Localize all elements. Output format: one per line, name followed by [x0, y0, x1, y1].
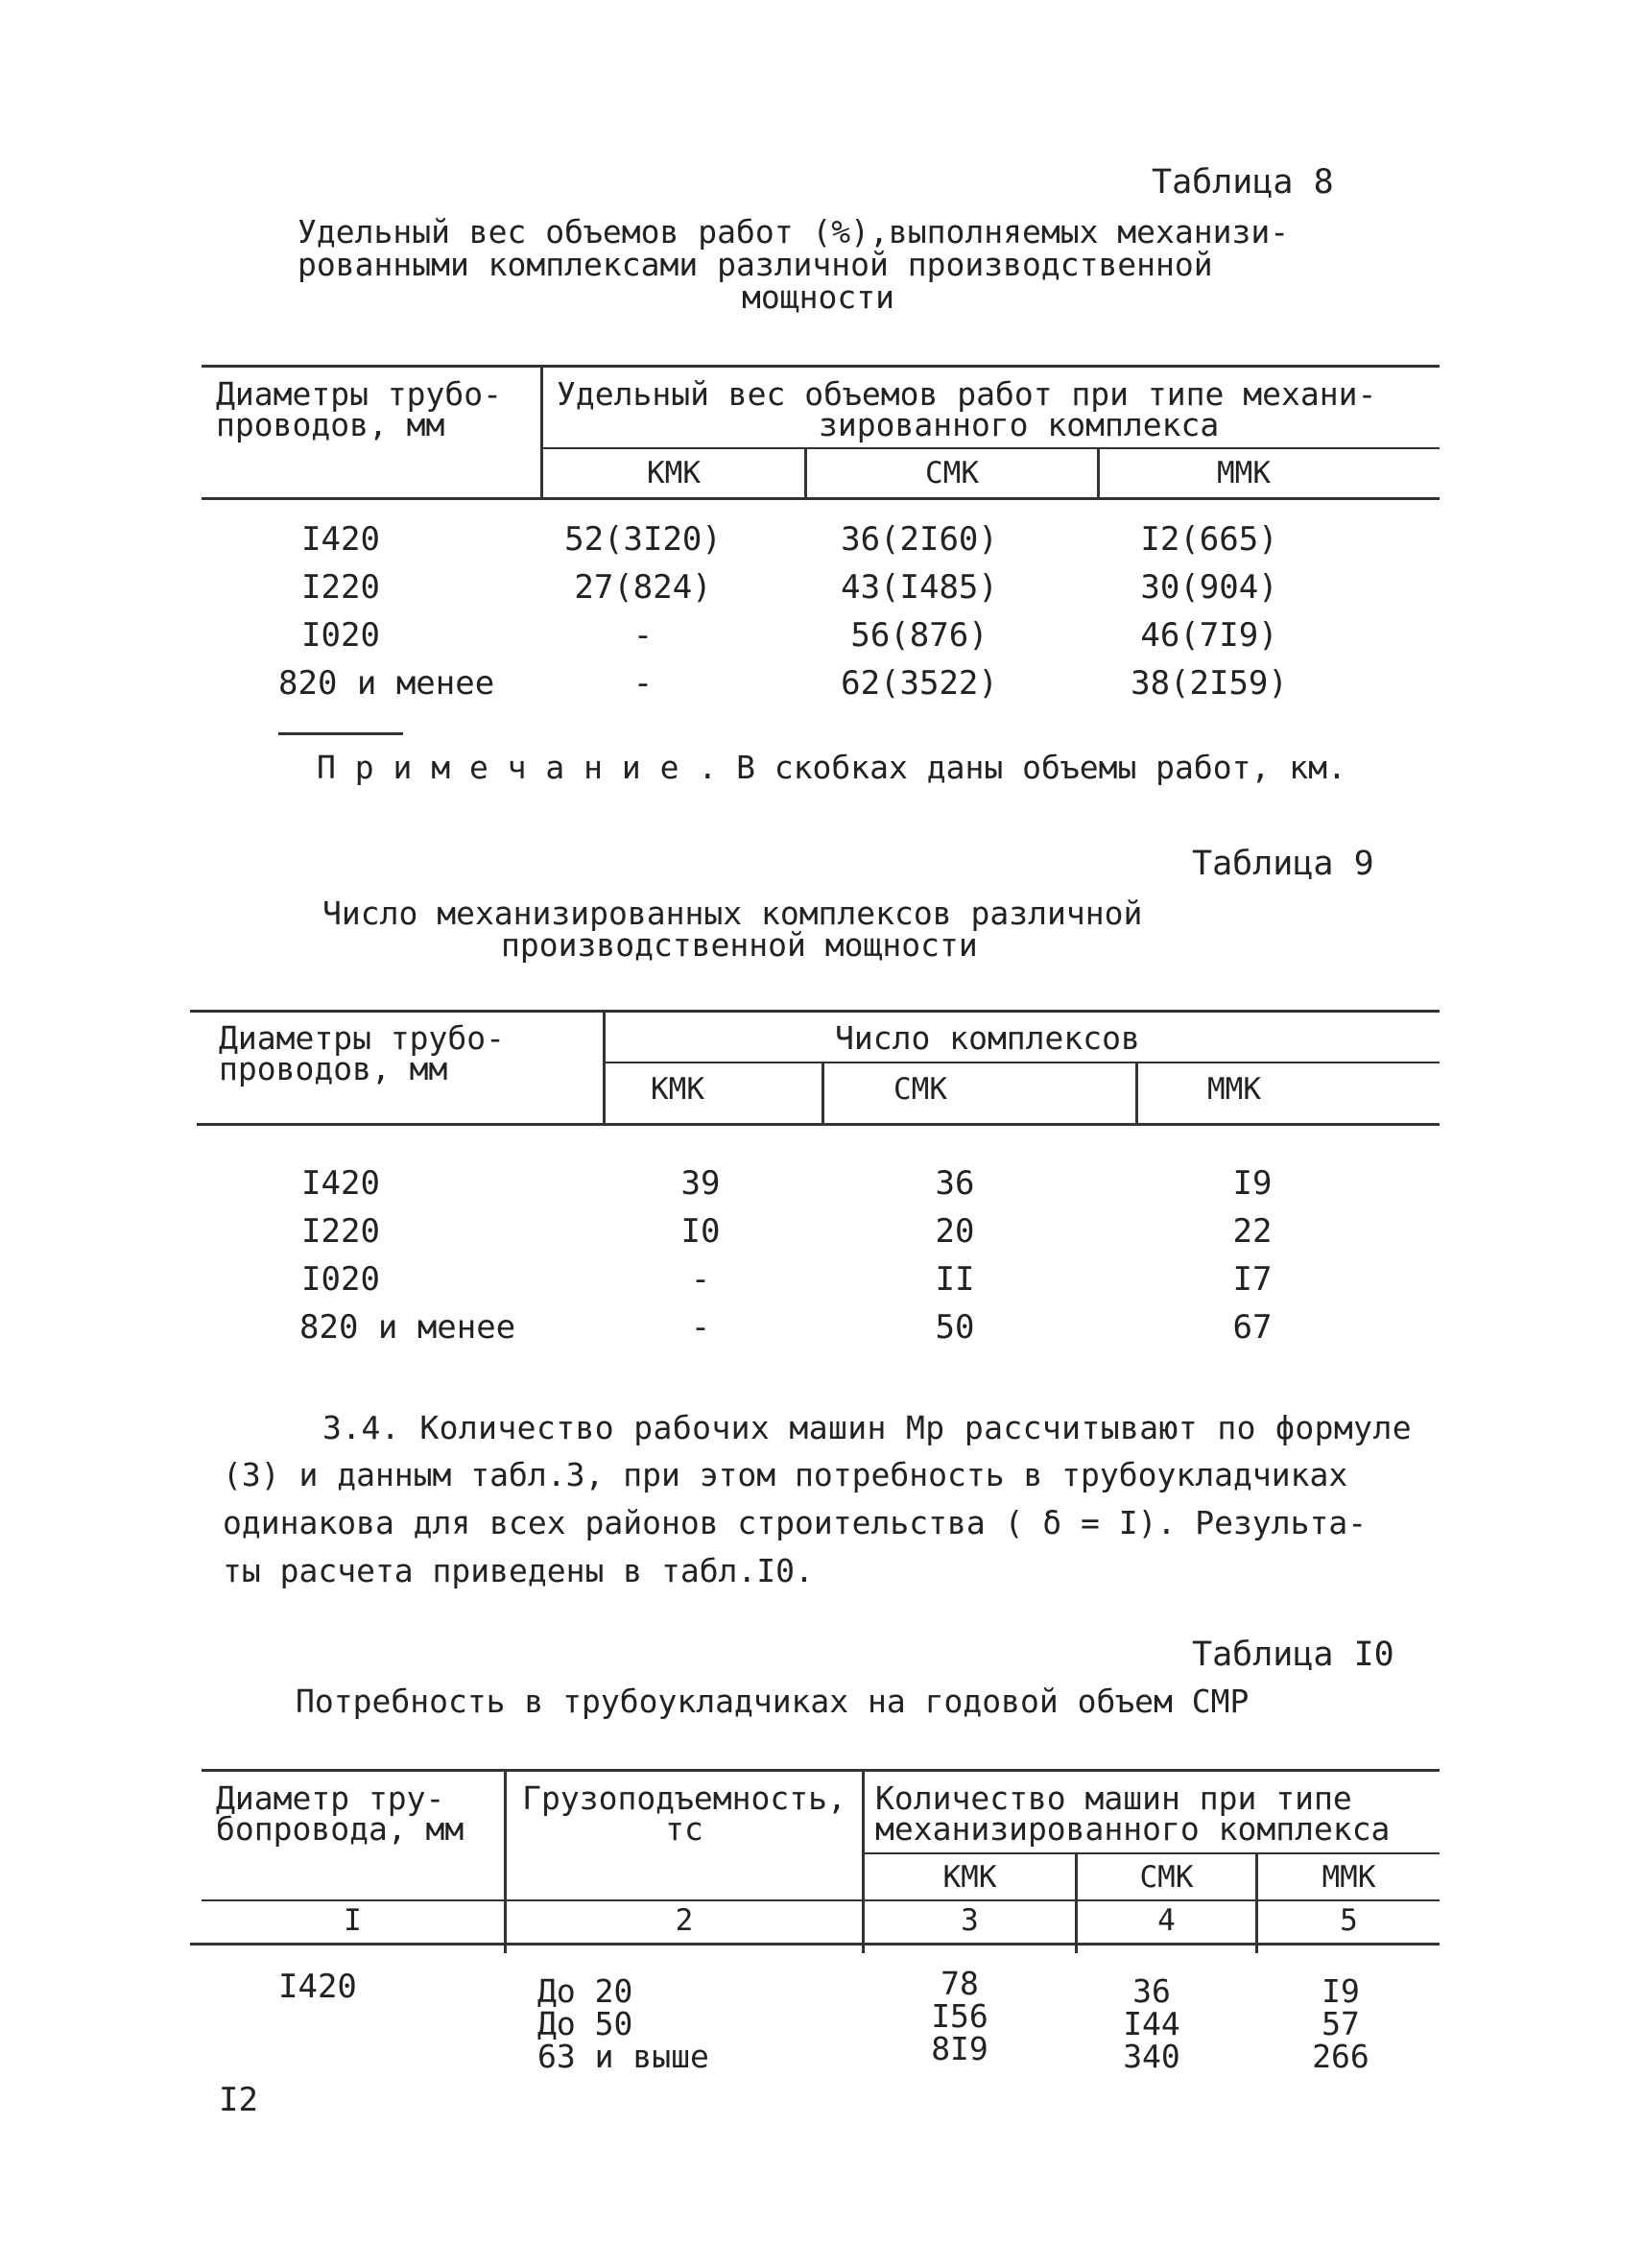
- table10-group-rule: [862, 1852, 1440, 1854]
- table8-row: [0, 614, 1643, 657]
- capacity-line: До 20: [537, 1972, 633, 2010]
- table10-subheader-mmk: ММК: [1322, 1860, 1376, 1895]
- table9-cell-mmk: I7: [1232, 1260, 1273, 1299]
- table9-cell-kmk: 39: [680, 1164, 721, 1203]
- kmk-value: 8I9: [931, 2030, 988, 2067]
- table9-header-rule: [197, 1123, 1440, 1126]
- table9-title-line1: Число механизированных комплексов различной: [322, 895, 1143, 932]
- table9-cell-kmk: -: [690, 1308, 711, 1347]
- table9-row: [0, 1258, 1643, 1301]
- table10-label: Таблица I0: [1192, 1635, 1394, 1674]
- table8-cell-kmk: -: [632, 616, 654, 655]
- table9-header-col1-line1: Диаметры трубо-: [219, 1019, 506, 1057]
- smk-value: 36: [1132, 1972, 1171, 2010]
- capacity-line: 63 и выше: [537, 2038, 709, 2075]
- table8-header-col1-line1: Диаметры трубо-: [216, 375, 503, 413]
- table8-cell-diameter: I420: [301, 520, 380, 559]
- table8-cell-kmk: -: [632, 664, 654, 703]
- table10-header-col2-line2: тс: [665, 1810, 703, 1848]
- table9-cell-mmk: I9: [1232, 1164, 1273, 1203]
- table10-subheader-smk: СМК: [1139, 1860, 1194, 1895]
- table8-cell-kmk: 27(824): [574, 568, 712, 607]
- table10-subheader-kmk: КМК: [942, 1860, 997, 1895]
- table8-cell-diameter: 820 и менее: [278, 664, 495, 703]
- table8-row: [0, 662, 1643, 704]
- kmk-value: 78: [941, 1965, 979, 2002]
- kmk-value: I56: [931, 1997, 988, 2035]
- table9-row: [0, 1210, 1643, 1253]
- table10-header-group-line2: механизированного комплекса: [875, 1810, 1391, 1848]
- table9-top-rule: [190, 1010, 1440, 1013]
- table10-header-col2-line1: Грузоподъемность,: [522, 1779, 846, 1817]
- table9-header-divider: [603, 1012, 606, 1125]
- table10-header-col1-line1: Диаметр тру-: [216, 1779, 445, 1817]
- table10-header-col1-line2: бопровода, мм: [216, 1810, 464, 1848]
- paragraph-line: 3.4. Количество рабочих машин Мр рассчитывают по формуле: [322, 1409, 1412, 1446]
- table8-header-group-line2: зированного комплекса: [819, 406, 1220, 443]
- smk-value: I44: [1123, 2005, 1180, 2042]
- table10-header-rule: [190, 1943, 1440, 1946]
- table9-cell-diameter: I020: [301, 1260, 380, 1299]
- table8-top-rule: [202, 365, 1440, 368]
- table8-cell-diameter: I020: [301, 616, 380, 655]
- table8-cell-smk: 56(876): [850, 616, 988, 655]
- table9-subheader-kmk: КМК: [651, 1072, 704, 1107]
- table8-cell-kmk: 52(3I20): [564, 520, 722, 559]
- table9-title-line2: производственной мощности: [501, 926, 978, 964]
- table8-title-line3: мощности: [742, 278, 894, 316]
- table10-title: Потребность в трубоукладчиках на годовой объем СМР: [296, 1683, 1250, 1720]
- table9-cell-kmk: I0: [680, 1212, 721, 1251]
- table8-header-group-line1: Удельный вес объемов работ при типе механи-: [557, 375, 1377, 413]
- table8-cell-smk: 36(2I60): [841, 520, 998, 559]
- table8-cell-mmk: I2(665): [1140, 520, 1278, 559]
- table9-label: Таблица 9: [1192, 845, 1374, 883]
- table9-cell-mmk: 67: [1232, 1308, 1273, 1347]
- table8-note: П р и м е ч а н и е . В скобках даны объемы работ, км.: [317, 749, 1346, 786]
- table9-cell-diameter: I420: [301, 1164, 380, 1203]
- table8-row: [0, 566, 1643, 609]
- table9-subheader-mmk: ММК: [1207, 1072, 1261, 1107]
- table10-header-group-line1: Количество машин при типе: [875, 1779, 1352, 1817]
- capacity-line: До 50: [537, 2005, 633, 2042]
- table8-label: Таблица 8: [1152, 163, 1334, 202]
- table8-cell-smk: 43(I485): [841, 568, 998, 607]
- table9-cell-smk: II: [935, 1260, 975, 1299]
- table10-cell-kmk: [902, 1965, 1017, 2067]
- table9-cell-mmk: 22: [1232, 1212, 1273, 1251]
- table10-cell-smk: [1094, 1972, 1209, 2075]
- table10-col-number: 5: [1340, 1903, 1358, 1938]
- table8-cell-diameter: I220: [301, 568, 380, 607]
- table8-subheader-kmk: КМК: [647, 456, 701, 490]
- table10-col-number: 2: [675, 1903, 694, 1938]
- table10-col-number: 3: [961, 1903, 979, 1938]
- table10-top-rule: [202, 1769, 1440, 1772]
- table8-bottom-rule: [278, 732, 403, 735]
- smk-value: 340: [1123, 2038, 1180, 2075]
- paragraph-line: ты расчета приведены в табл.I0.: [223, 1552, 814, 1589]
- table10-subheader-rule: [202, 1899, 1440, 1901]
- mmk-value: 57: [1322, 2005, 1360, 2042]
- table9-cell-diameter: 820 и менее: [299, 1308, 516, 1347]
- table9-cell-smk: 36: [935, 1164, 975, 1203]
- table8-header-rule: [202, 497, 1440, 500]
- table9-cell-smk: 20: [935, 1212, 975, 1251]
- table8-cell-mmk: 38(2I59): [1131, 664, 1288, 703]
- table10-col-number: I: [344, 1903, 362, 1938]
- table8-title-line2: рованными комплексами различной производственной: [298, 246, 1213, 283]
- table9-cell-diameter: I220: [301, 1212, 380, 1251]
- table9-cell-smk: 50: [935, 1308, 975, 1347]
- table8-subheader-mmk: ММК: [1217, 456, 1271, 490]
- table9-subheader-smk: СМК: [893, 1072, 947, 1107]
- table9-row: [0, 1162, 1643, 1205]
- table8-subheader-smk: СМК: [925, 456, 979, 490]
- table10-cell-mmk: [1283, 1972, 1398, 2075]
- table8-title-line1: Удельный вес объемов работ (%),выполняемых механизи-: [298, 213, 1290, 251]
- paragraph-line: (3) и данным табл.3, при этом потребность в трубоукладчиках: [223, 1456, 1348, 1493]
- table9-header-col1-line2: проводов, мм: [219, 1050, 448, 1087]
- paragraph-line: одинакова для всех районов строительства ( δ = I). Результа-: [223, 1504, 1368, 1541]
- mmk-value: 266: [1312, 2038, 1369, 2075]
- table8-cell-mmk: 46(7I9): [1140, 616, 1278, 655]
- table8-row: [0, 518, 1643, 561]
- table8-cell-smk: 62(3522): [841, 664, 998, 703]
- table8-header-col1-line2: проводов, мм: [216, 406, 445, 443]
- table10-col-number: 4: [1157, 1903, 1176, 1938]
- table8-cell-mmk: 30(904): [1140, 568, 1278, 607]
- table10-cell-diameter: I420: [278, 1968, 357, 2006]
- table10-cell-capacity: [537, 1972, 709, 2075]
- table9-header-group: Число комплексов: [835, 1019, 1140, 1057]
- table9-row: [0, 1306, 1643, 1349]
- table9-cell-kmk: -: [690, 1260, 711, 1299]
- mmk-value: I9: [1322, 1972, 1360, 2010]
- table9-group-rule: [603, 1062, 1440, 1063]
- page-number: I2: [219, 2081, 258, 2119]
- table8-group-rule: [540, 447, 1440, 449]
